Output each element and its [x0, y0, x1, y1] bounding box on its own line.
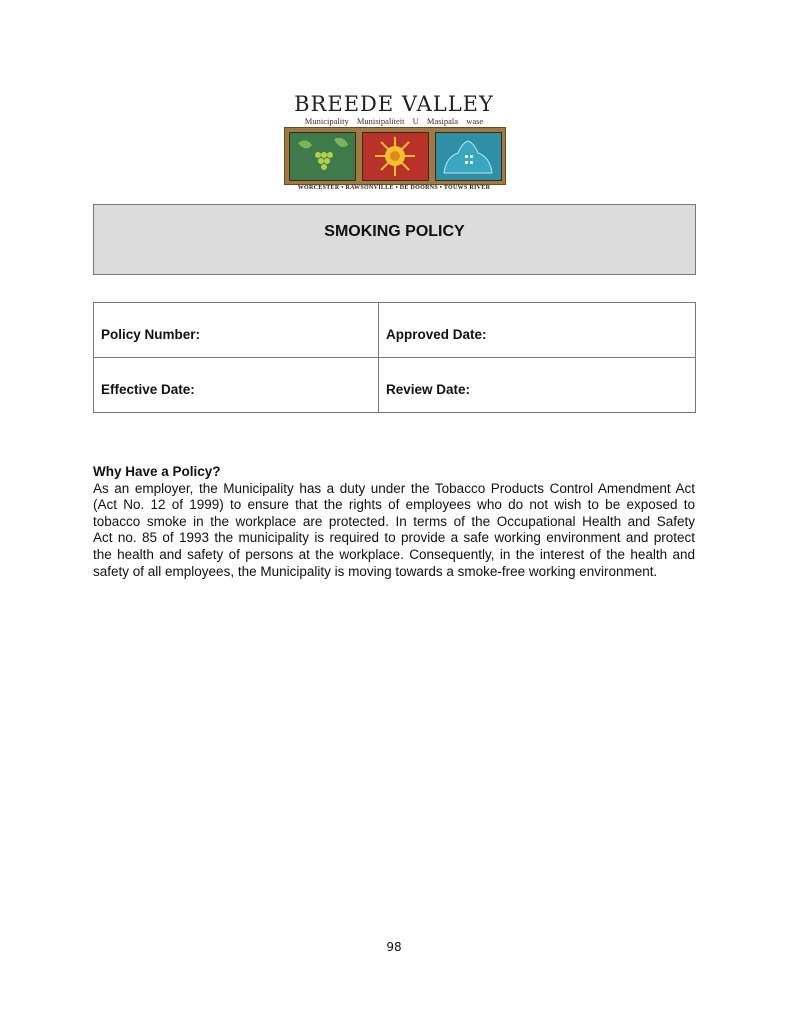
- title-box: [93, 204, 696, 275]
- policy-info-table: [93, 302, 696, 413]
- policy-number-label: Policy Number:: [94, 303, 379, 358]
- body-line: As an employer, the Municipality has a duty under the Tobacco Products Control Amendment Act: [93, 480, 695, 496]
- effective-date-label: Effective Date:: [94, 358, 379, 413]
- body-line: Act no. 85 of 1993 the municipality is required to provide a safe working environment and protect: [93, 530, 695, 546]
- body-line: (Act No. 12 of 1999) to ensure that the rights of employees who do not wish to be exposed to: [93, 497, 695, 513]
- page-number: 98: [386, 940, 402, 954]
- grapes-panel-icon: [289, 132, 356, 181]
- table-row: [94, 358, 696, 413]
- page-title: SMOKING POLICY: [324, 222, 465, 240]
- body-line: safety of all employees, the Municipality is moving towards a smoke-free working environment.: [93, 563, 658, 579]
- body-line: the health and safety of persons at the workplace. Consequently, in the interest of the health and: [93, 546, 695, 562]
- logo-wordmark: BREEDE VALLEY: [294, 92, 494, 116]
- sun-panel-icon: [362, 132, 429, 181]
- approved-date-label: Approved Date:: [379, 303, 696, 358]
- body-line: tobacco smoke in the workplace are protected. In terms of the Occupational Health and Safety: [93, 513, 695, 529]
- review-date-label: Review Date:: [379, 358, 696, 413]
- table-row: [94, 303, 696, 358]
- logo-towns: WORCESTER • RAWSONVILLE • DE DOORNS • TOUWS RIVER: [297, 185, 491, 191]
- section-heading: Why Have a Policy?: [93, 464, 221, 479]
- logo-panels: [284, 127, 506, 185]
- logo-subtitle: Municipality Munisipaliteit U Masipala wase: [304, 116, 484, 126]
- why-policy-section: [93, 464, 695, 580]
- breede-valley-logo: [280, 93, 508, 195]
- building-panel-icon: [435, 132, 502, 181]
